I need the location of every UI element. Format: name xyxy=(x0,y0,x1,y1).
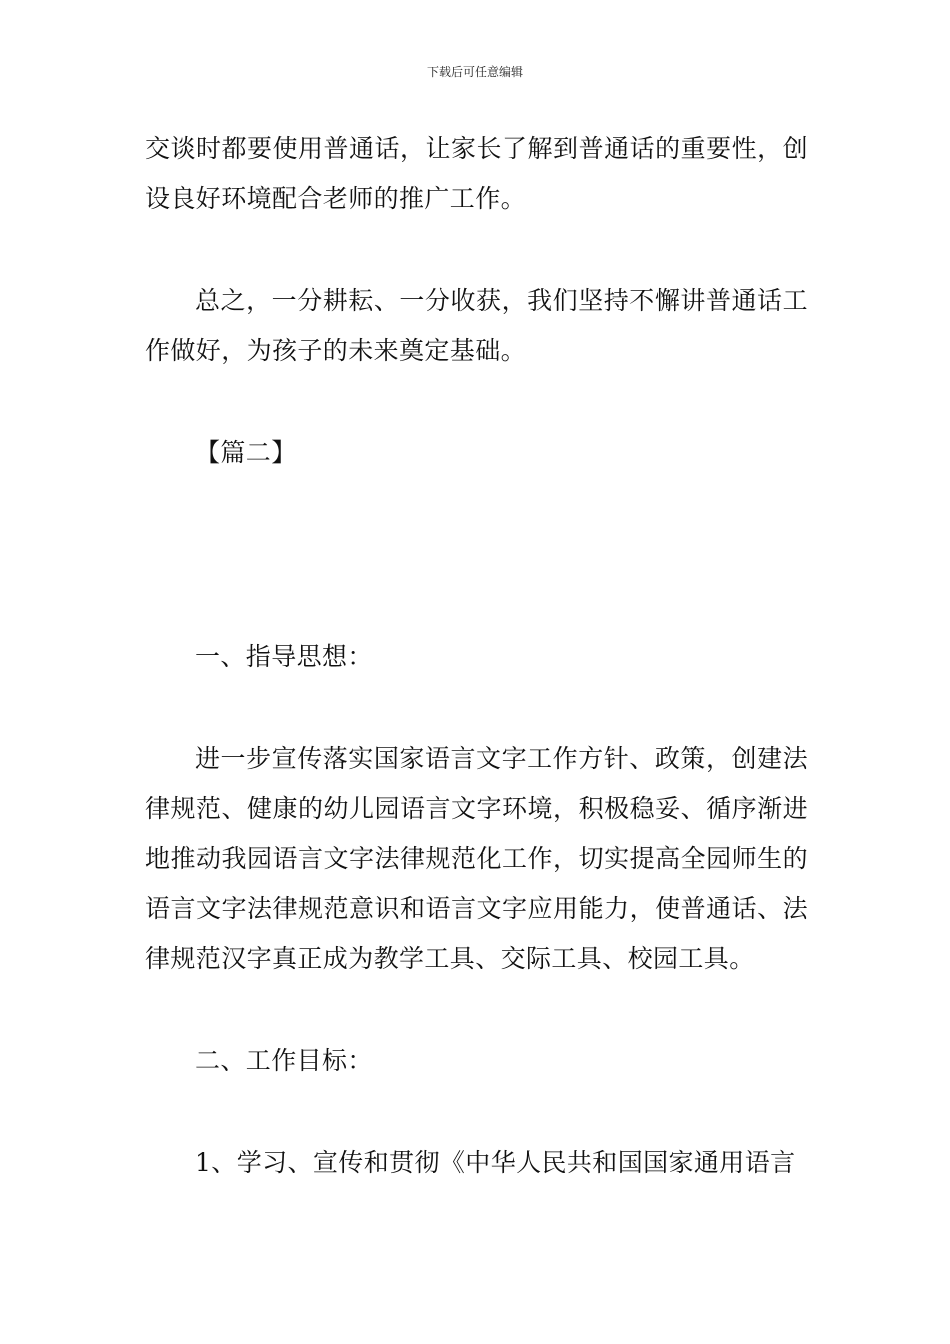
heading-guiding-thought: 一、指导思想： xyxy=(195,642,373,671)
paragraph-gap xyxy=(145,682,808,734)
page-header: 下载后可任意编辑 xyxy=(426,65,523,79)
paragraph-1: 交谈时都要使用普通话，让家长了解到普通话的重要性，创设良好环境配合老师的推广工作。 xyxy=(145,134,808,213)
paragraph-gap xyxy=(145,1086,808,1138)
section-gap xyxy=(145,478,808,632)
document-body xyxy=(145,124,808,1188)
paragraph-2: 总之，一分耕耘、一分收获，我们坚持不懈讲普通话工作做好，为孩子的未来奠定基础。 xyxy=(145,286,808,365)
heading-work-goals: 二、工作目标： xyxy=(195,1046,373,1075)
paragraph-gap xyxy=(145,376,808,428)
paragraph-gap xyxy=(145,224,808,276)
section-marker: 【篇二】 xyxy=(195,438,297,467)
paragraph-4: 1、学习、宣传和贯彻《中华人民共和国国家通用语言 xyxy=(195,1148,796,1177)
paragraph-3: 进一步宣传落实国家语言文字工作方针、政策，创建法律规范、健康的幼儿园语言文字环境，积极稳妥、循序渐进地推动我园语言文字法律规范化工作，切实提高全园师生的语言文字法律规范意识和语言文字应用能力，使普通话、法律规范汉字真正成为教学工具、交际工具、校园工具。 xyxy=(145,744,808,973)
paragraph-gap xyxy=(145,984,808,1036)
